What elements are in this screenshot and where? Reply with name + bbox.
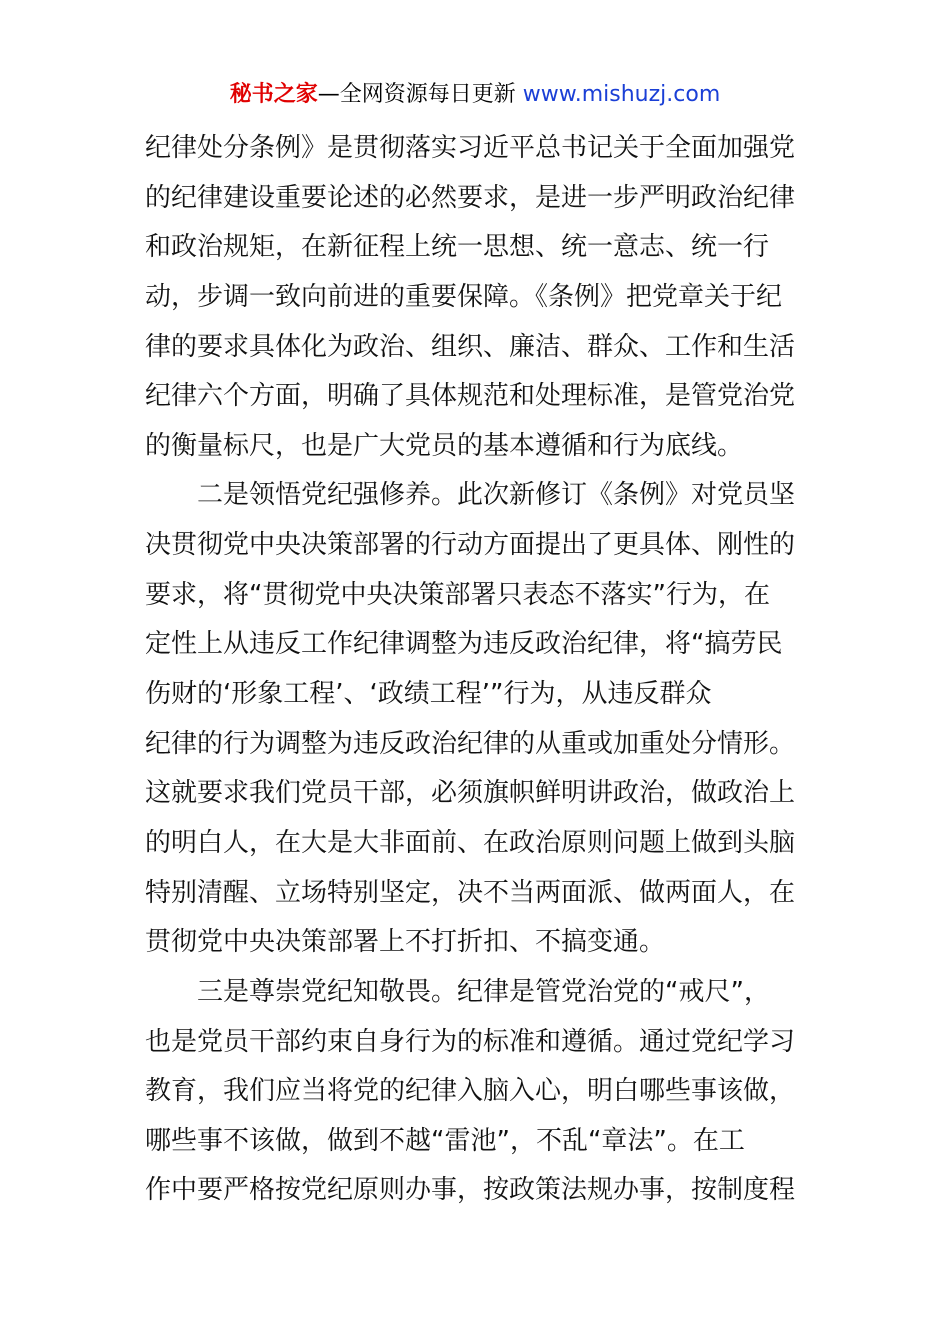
document-body <box>145 124 807 1216</box>
text-line: 哪些事不该做，做到不越“雷池”，不乱“章法”。在工 <box>145 1125 745 1156</box>
text-line: 决贯彻党中央决策部署的行动方面提出了更具体、刚性的 <box>145 530 796 561</box>
text-line: 伤财的‘形象工程’、‘政绩工程’”行为，从违反群众 <box>145 679 712 710</box>
text-line: 动，步调一致向前进的重要保障。《条例》把党章关于纪 <box>145 281 783 312</box>
text-line: 也是党员干部约束自身行为的标准和遵循。通过党纪学习 <box>145 1026 796 1057</box>
text-line: 定性上从违反工作纪律调整为违反政治纪律，将“搞劳民 <box>145 629 783 660</box>
text-line: 律的要求具体化为政治、组织、廉洁、群众、工作和生活 <box>145 331 796 362</box>
text-line: 教育，我们应当将党的纪律入脑入心，明白哪些事该做， <box>145 1076 796 1107</box>
text-line: 和政治规矩，在新征程上统一思想、统一意志、统一行 <box>145 232 770 263</box>
page-header <box>0 78 950 112</box>
text-line: 的衡量标尺，也是广大党员的基本遵循和行为底线。 <box>145 430 744 461</box>
text-line: 这就要求我们党员干部，必须旗帜鲜明讲政治，做政治上 <box>145 778 796 809</box>
header-url[interactable]: www.mishuzj.com <box>522 82 721 107</box>
text-line: 特别清醒、立场特别坚定，决不当两面派、做两面人，在 <box>145 877 796 908</box>
header-brand: 秘书之家 <box>229 82 318 107</box>
text-line: 贯彻党中央决策部署上不打折扣、不搞变通。 <box>145 927 666 958</box>
text-line: 的纪律建设重要论述的必然要求，是进一步严明政治纪律 <box>145 182 796 213</box>
text-line: 三是尊崇党纪知敬畏。纪律是管党治党的“戒尺”， <box>145 976 770 1007</box>
text-line: 要求，将“贯彻党中央决策部署只表态不落实”行为，在 <box>145 579 770 610</box>
header-tagline: —全网资源每日更新 <box>317 82 523 107</box>
text-line: 二是领悟党纪强修养。此次新修订《条例》对党员坚 <box>145 480 796 511</box>
text-line: 纪律六个方面，明确了具体规范和处理标准，是管党治党 <box>145 381 796 412</box>
text-line: 作中要严格按党纪原则办事，按政策法规办事，按制度程 <box>145 1175 796 1206</box>
text-line: 纪律的行为调整为违反政治纪律的从重或加重处分情形。 <box>145 728 796 759</box>
text-line: 的明白人，在大是大非面前、在政治原则问题上做到头脑 <box>145 827 796 858</box>
text-line: 纪律处分条例》是贯彻落实习近平总书记关于全面加强党 <box>145 133 796 163</box>
